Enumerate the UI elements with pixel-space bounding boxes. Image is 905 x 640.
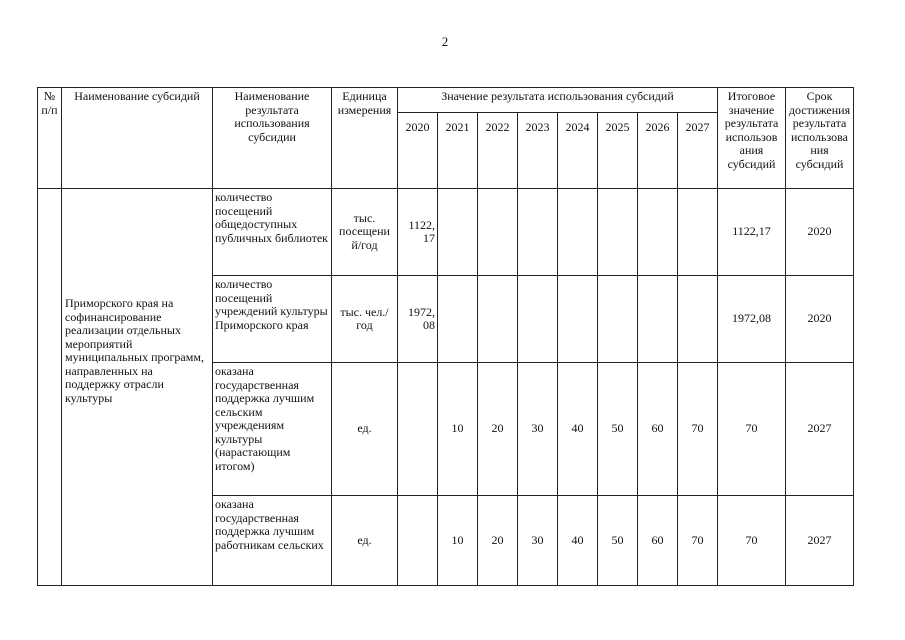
subsidy-table xyxy=(37,87,854,586)
total-cell: 1972,08 xyxy=(718,276,786,363)
value-cell: 60 xyxy=(638,496,678,586)
value-cell: 1972, 08 xyxy=(398,276,438,363)
value-cell: 20 xyxy=(478,363,518,496)
unit-cell: ед. xyxy=(332,496,398,586)
value-cell: 20 xyxy=(478,496,518,586)
row-num xyxy=(38,189,62,586)
value-cell xyxy=(438,189,478,276)
value-cell xyxy=(598,189,638,276)
value-cell xyxy=(638,276,678,363)
subsidy-name: Приморского края на софинансирование реализации отдельных мероприятий муниципальных программ, направленных на поддержку отрасли культуры xyxy=(62,189,213,586)
header-year: 2027 xyxy=(678,113,718,189)
page-number: 2 xyxy=(441,34,449,49)
header-unit: Единица измерения xyxy=(332,88,398,189)
total-cell: 70 xyxy=(718,363,786,496)
value-cell xyxy=(398,363,438,496)
value-cell: 70 xyxy=(678,496,718,586)
value-cell xyxy=(438,276,478,363)
value-cell: 1122, 17 xyxy=(398,189,438,276)
value-cell: 10 xyxy=(438,496,478,586)
header-year: 2020 xyxy=(398,113,438,189)
result-name: оказана государственная поддержка лучшим работникам сельских xyxy=(213,496,332,586)
value-cell xyxy=(558,276,598,363)
deadline-cell: 2027 xyxy=(786,496,854,586)
value-cell: 30 xyxy=(518,496,558,586)
header-values-group: Значение результата использования субсидий xyxy=(398,88,718,113)
header-year: 2024 xyxy=(558,113,598,189)
header-year: 2025 xyxy=(598,113,638,189)
value-cell xyxy=(558,189,598,276)
header-year: 2021 xyxy=(438,113,478,189)
header-year: 2026 xyxy=(638,113,678,189)
value-cell: 50 xyxy=(598,496,638,586)
result-name: количество посещений учреждений культуры Приморского края xyxy=(213,276,332,363)
header-year: 2023 xyxy=(518,113,558,189)
result-name: количество посещений общедоступных публичных библиотек xyxy=(213,189,332,276)
value-cell xyxy=(518,189,558,276)
value-cell: 60 xyxy=(638,363,678,496)
value-cell xyxy=(478,276,518,363)
value-cell xyxy=(678,276,718,363)
value-cell xyxy=(598,276,638,363)
header-num: № п/п xyxy=(38,88,62,189)
value-cell xyxy=(478,189,518,276)
header-deadline: Срок достижения результата использова ния субсидий xyxy=(786,88,854,189)
value-cell xyxy=(638,189,678,276)
value-cell: 50 xyxy=(598,363,638,496)
total-cell: 1122,17 xyxy=(718,189,786,276)
deadline-cell: 2020 xyxy=(786,276,854,363)
header-subsidy: Наименование субсидий xyxy=(62,88,213,189)
unit-cell: тыс. посещени й/год xyxy=(332,189,398,276)
value-cell xyxy=(518,276,558,363)
value-cell xyxy=(398,496,438,586)
unit-cell: тыс. чел./год xyxy=(332,276,398,363)
deadline-cell: 2027 xyxy=(786,363,854,496)
header-total: Итоговое значение результата использов ания субсидий xyxy=(718,88,786,189)
value-cell: 30 xyxy=(518,363,558,496)
total-cell: 70 xyxy=(718,496,786,586)
value-cell: 10 xyxy=(438,363,478,496)
header-result: Наименование результата использования субсидии xyxy=(213,88,332,189)
value-cell: 40 xyxy=(558,496,598,586)
header-year: 2022 xyxy=(478,113,518,189)
value-cell: 40 xyxy=(558,363,598,496)
deadline-cell: 2020 xyxy=(786,189,854,276)
unit-cell: ед. xyxy=(332,363,398,496)
result-name: оказана государственная поддержка лучшим сельским учреждениям культуры (нарастающим итогом) xyxy=(213,363,332,496)
value-cell: 70 xyxy=(678,363,718,496)
value-cell xyxy=(678,189,718,276)
